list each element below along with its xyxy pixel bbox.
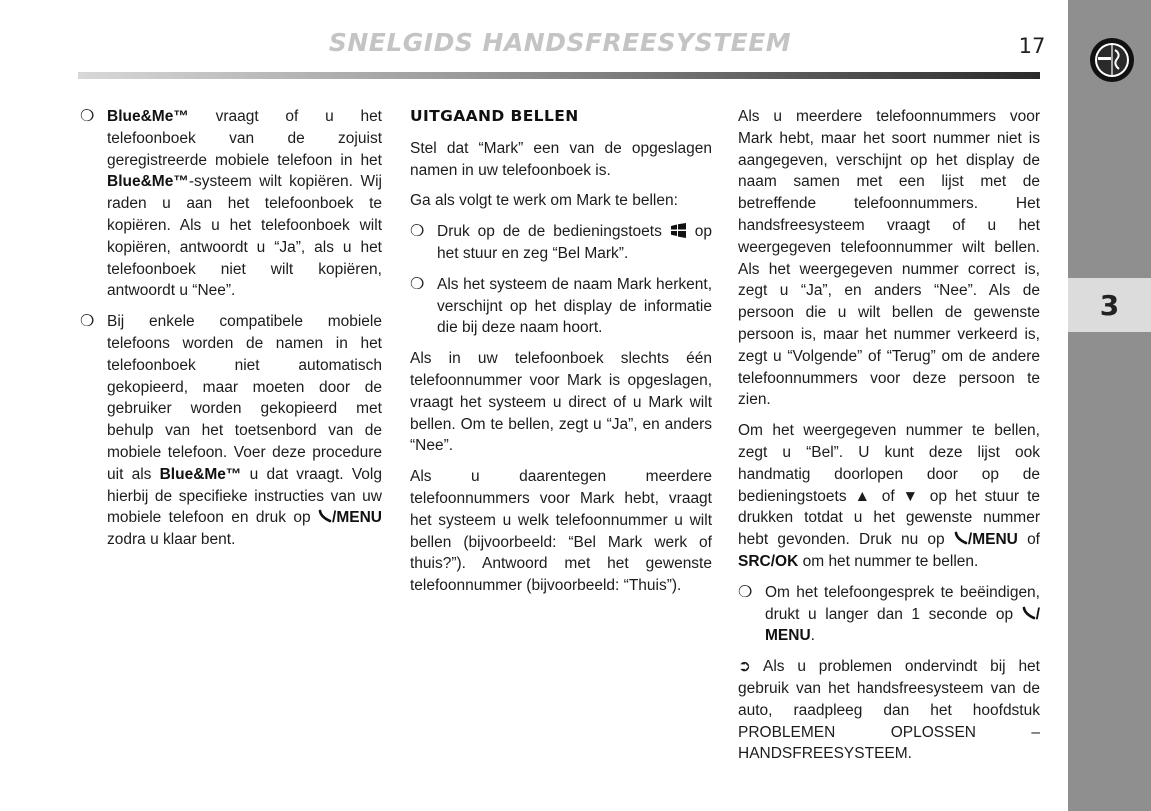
paragraph: Stel dat “Mark” een van de opgeslagen namen in uw telefoonboek is.	[410, 139, 712, 179]
arrow-down-icon: ▼	[902, 487, 922, 505]
paragraph: Als u daarentegen meerdere telefoonnummers voor Mark hebt, vraagt het systeem u welk telefoonnummer u wilt bellen (bijvoorbeeld: “Bel Mark werk of thuis?”). Antwoord met het gewenste telefoonnummer (bijvoorbeeld: “Thuis”).	[410, 468, 712, 595]
brand-name: Blue&Me™	[107, 173, 189, 191]
circle-bullet-icon: ❍	[410, 223, 425, 241]
chapter-tab[interactable]: 3	[1068, 278, 1151, 332]
list-item-text: u dat vraagt. Volg hierbij de specifieke instructies van uw mobiele telefoon en druk op	[107, 465, 382, 527]
list-item	[410, 221, 712, 265]
menu-key: /MENU	[332, 509, 382, 527]
note-text: Als u problemen ondervindt bij het gebruik van het handsfreesysteem van de auto, raadpleeg dan het hoofdstuk PROBLEMEN OPLOSSEN – HANDSFREESYSTEEM.	[738, 658, 1040, 763]
list-item	[80, 106, 382, 302]
column-3	[738, 106, 1040, 774]
menu-key: /MENU	[967, 531, 1018, 549]
list-item-text: .	[810, 627, 815, 645]
paragraph-text: om het nummer te bellen.	[798, 552, 979, 570]
page-number: 17	[1018, 34, 1046, 58]
list-item-text: Als het systeem de naam Mark herkent, verschijnt op het display de informatie die bij deze naam hoort.	[437, 275, 712, 337]
column-1	[80, 106, 382, 560]
page-title: SNELGIDS HANDSFREESYSTEEM	[328, 28, 792, 57]
phone-handset-icon	[1022, 606, 1036, 620]
src-ok-key: SRC/OK	[738, 552, 799, 570]
paragraph	[738, 420, 1040, 573]
paragraph: Als u meerdere telefoonnummers voor Mark hebt, maar het soort nummer niet is aangegeven, verschijnt op het display de naam samen met een lijst met de betreffende telefoonnummers. Het handsfreesysteem vraagt of u het weergegeven telefoonnummer wilt bellen. Als het weergegeven nummer correct is, zegt u “Ja”, en anders “Nee”. Als de persoon die u wilt bellen de gewenste persoon is, maar het nummer verkeerd is, zegt u “Volgende” of “Terug” om de andere telefoonnummers voor deze persoon te zien.	[738, 108, 1040, 409]
list-item	[80, 311, 382, 551]
paragraph-text: of	[1017, 531, 1040, 549]
paragraph: Als in uw telefoonboek slechts één telefoonnummer voor Mark is opgeslagen, vraagt het systeem u direct of u Mark wilt bellen. Om te bellen, zegt u “Ja”, en anders “Nee”.	[410, 350, 712, 455]
circle-bullet-icon: ❍	[410, 275, 425, 293]
list-item	[738, 582, 1040, 647]
phone-handset-icon	[954, 531, 968, 545]
voice-command-icon	[670, 223, 687, 238]
phone-handset-icon	[318, 509, 332, 523]
list-item-text: zodra u klaar bent.	[107, 531, 236, 549]
circle-bullet-icon: ❍	[80, 313, 95, 331]
list-item-text: Bij enkele compatibele mobiele telefoons worden de namen in het telefoonboek niet automatisch gekopieerd, maar moeten door de gebruiker worden gekopieerd met behulp van het toetsenbord van de mobiele telefoon. Voer deze procedure uit als	[107, 313, 382, 483]
list-item	[410, 274, 712, 339]
brand-name: Blue&Me™	[107, 108, 189, 125]
note-paragraph	[738, 656, 1040, 765]
side-tab	[1068, 0, 1151, 811]
circle-bullet-icon: ❍	[80, 108, 95, 125]
note-arrow-icon: ➲	[738, 658, 751, 676]
list-item-text: -systeem wilt kopiëren. Wij raden u aan het telefoonboek te kopiëren. Als u het telefoonboek wilt kopiëren, antwoordt u “Ja”, als u het telefoonboek niet wilt kopiëren, antwoordt u “Nee”.	[107, 173, 382, 300]
list-item-text: Druk op de de bedieningstoets	[437, 223, 670, 241]
brand-name: Blue&Me™	[159, 465, 242, 483]
list-item-text: Om het telefoongesprek te beëindigen, drukt u langer dan 1 seconde op	[765, 583, 1040, 623]
menu-key: / MENU	[765, 605, 1040, 645]
brand-logo-icon	[1088, 36, 1136, 84]
list-item-text: op het stuur en zeg “Bel Mark”.	[437, 223, 712, 262]
circle-bullet-icon: ❍	[738, 583, 753, 601]
header-rule	[78, 72, 1040, 79]
paragraph-text: of	[873, 487, 903, 505]
arrow-up-icon: ▲	[854, 487, 874, 505]
paragraph-text: op het stuur te drukken totdat u het gewenste nummer hebt gevonden. Druk nu op	[738, 487, 1040, 549]
column-2	[410, 106, 712, 606]
list-item-text: vraagt of u het telefoonboek van de zojuist geregistreerde mobiele telefoon in het	[107, 108, 382, 169]
paragraph: Ga als volgt te werk om Mark te bellen:	[410, 192, 678, 210]
section-heading: UITGAAND BELLEN	[410, 107, 579, 125]
paragraph-text: Om het weergegeven nummer te bellen, zegt u “Bel”. U kunt deze lijst ook handmatig doorlopen door op de bedieningstoets	[738, 422, 1040, 505]
